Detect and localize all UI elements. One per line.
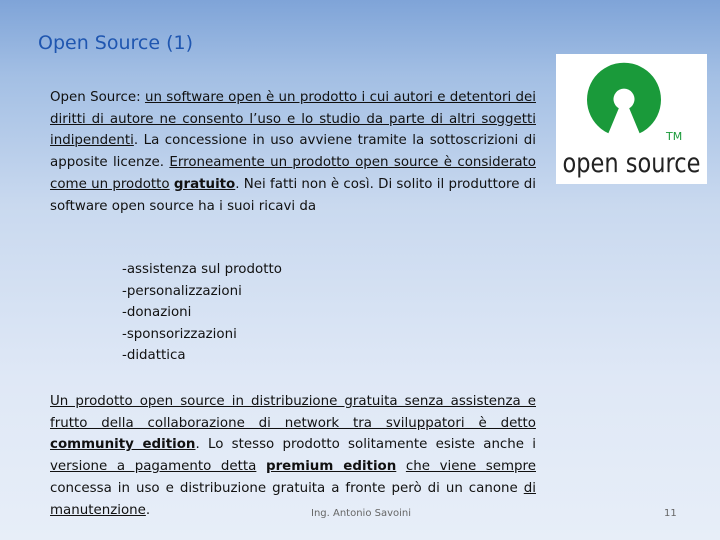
footer-author: Ing. Antonio Savoini bbox=[311, 508, 412, 519]
slide-title: Open Source (1) bbox=[38, 32, 193, 54]
list-item: -donazioni bbox=[122, 305, 192, 321]
paragraph-intro bbox=[50, 87, 536, 217]
premium-edition-term: premium edition bbox=[265, 459, 397, 475]
page-number: 11 bbox=[664, 508, 677, 519]
list-item: -sponsorizzazioni bbox=[122, 326, 237, 342]
open-source-logo bbox=[556, 54, 707, 184]
editions-end: . bbox=[145, 502, 151, 518]
list-item: -personalizzazioni bbox=[122, 283, 242, 299]
keyhole-ring-shape bbox=[587, 63, 661, 134]
editions-paid-version: versione a pagamento detta bbox=[50, 459, 257, 475]
open-source-keyhole-logo-icon bbox=[556, 54, 707, 184]
intro-free-word: gratuito bbox=[173, 176, 236, 192]
intro-misconception: Erroneamente un prodotto open source è considerato come un prodotto bbox=[50, 155, 536, 192]
trademark-mark: TM bbox=[666, 130, 683, 143]
intro-license-text: . La concessione in uso avviene tramite la sottoscrizioni di apposite licenze. bbox=[50, 133, 536, 171]
revenue-list bbox=[122, 259, 282, 367]
list-item: -didattica bbox=[122, 348, 186, 364]
editions-community-intro: Un prodotto open source in distribuzione gratuita senza assistenza e frutto della collaborazione di network tra sviluppatori è detto bbox=[50, 394, 536, 431]
editions-always-text: che viene sempre bbox=[405, 459, 536, 475]
paragraph-editions bbox=[50, 391, 536, 521]
intro-lead: Open Source: bbox=[50, 90, 141, 105]
intro-revenue-text: . Nei fatti non è così. Di solito il produttore di software open source ha i suoi ricavi da bbox=[50, 176, 536, 214]
list-item: -assistenza sul prodotto bbox=[122, 262, 282, 277]
logo-wordmark: open source bbox=[562, 148, 701, 179]
editions-fee-text: concessa in uso e distribuzione gratuita a fronte però di un canone bbox=[50, 480, 518, 496]
community-edition-term: community edition bbox=[50, 437, 196, 453]
editions-text: . Lo stesso prodotto solitamente esiste anche i bbox=[195, 437, 536, 453]
intro-definition: un software open è un prodotto i cui autori e detentori dei diritti di autore ne consento l’uso e lo studio da parte di altri soggetti indipendenti bbox=[50, 90, 536, 149]
maintenance-term: di manutenzione bbox=[50, 480, 536, 518]
